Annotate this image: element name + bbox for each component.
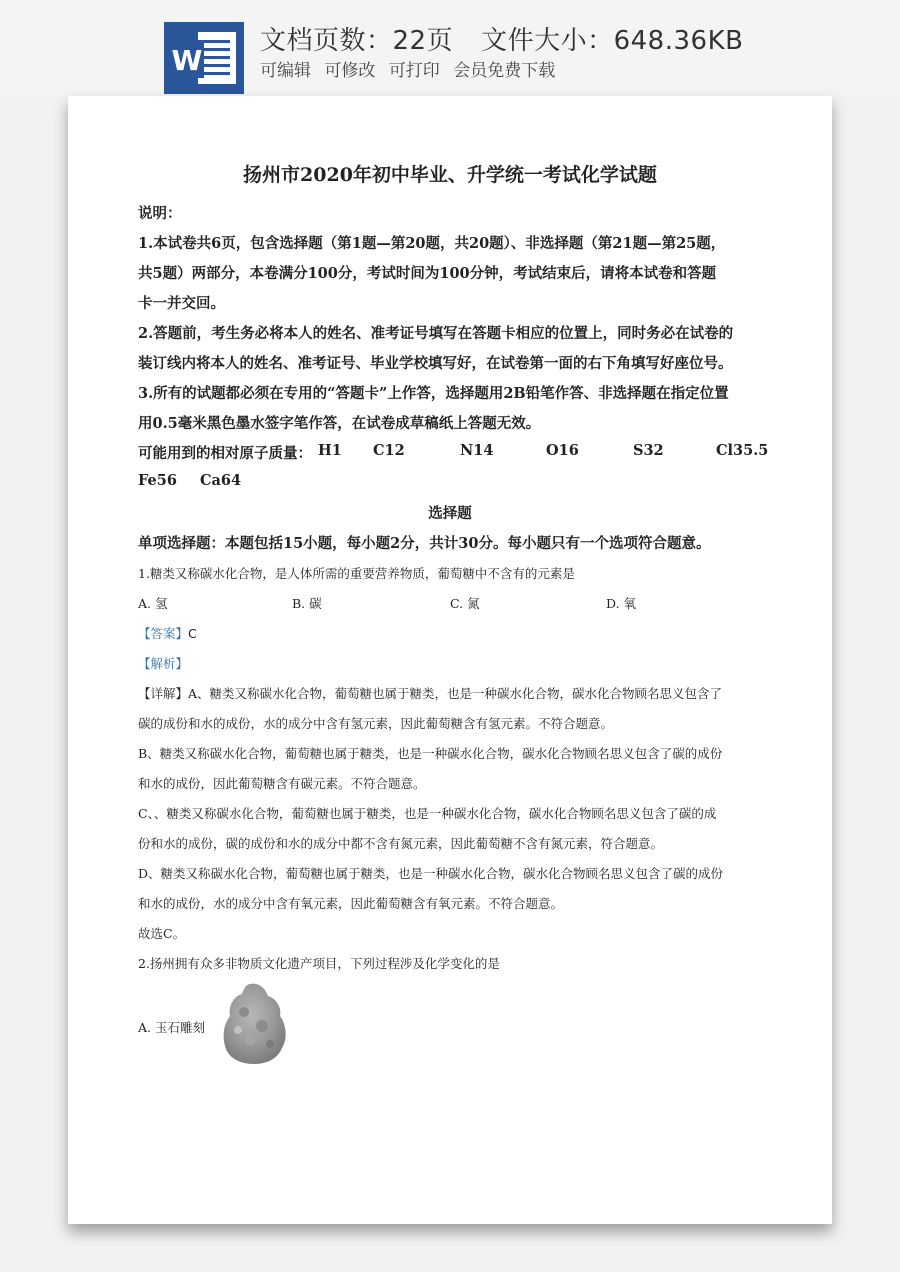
q1-option-d: D. 氧: [606, 596, 637, 611]
mass-o: O16: [546, 442, 579, 459]
detail-line-8: 和水的成份，水的成分中含有氧元素，因此葡萄糖含有氧元素。不符合题意。: [138, 896, 564, 911]
analysis-tag: 【解析】: [138, 656, 189, 671]
note1-line2: 共5题）两部分，本卷满分100分，考试时间为100分钟，考试结束后，请将本试卷和答题: [138, 265, 717, 282]
note3-line1: 3.所有的试题都必须在专用的“答题卡”上作答，选择题用2B铅笔作答、非选择题在指定位置: [138, 385, 729, 402]
svg-text:W: W: [171, 44, 203, 77]
note2-line2: 装订线内将本人的姓名、准考证号、毕业学校填写好，在试卷第一面的右下角填写好座位号。: [138, 355, 733, 372]
detail-conclusion: 故选C。: [138, 926, 186, 941]
detail-line-3: B、糖类又称碳水化合物，葡萄糖也属于糖类，也是一种碳水化合物，碳水化合物顾名思义包含了碳的成份: [138, 746, 723, 761]
question-1: 1.糖类又称碳水化合物，是人体所需的重要营养物质，葡萄糖中不含有的元素是: [138, 566, 575, 581]
file-info: [260, 20, 743, 57]
detail-line-1: 【详解】A、糖类又称碳水化合物，葡萄糖也属于糖类，也是一种碳水化合物，碳水化合物顾名思义包含了: [138, 686, 723, 701]
feature-list: [260, 56, 563, 81]
answer-line: [138, 624, 768, 642]
page-title: 扬州市2020年初中毕业、升学统一考试化学试题: [243, 164, 657, 186]
feature-editable: 可编辑: [260, 61, 311, 81]
note3-line2: 用0.5毫米黑色墨水签字笔作答，在试卷成草稿纸上答题无效。: [138, 415, 541, 432]
mass-s: S32: [633, 442, 664, 459]
q1-option-a: A. 氢: [138, 596, 168, 611]
mass-n: N14: [460, 442, 494, 459]
q1-option-c: C. 氮: [450, 596, 480, 611]
word-document-icon: [164, 22, 244, 94]
file-size: 文件大小：648.36KB: [481, 26, 744, 56]
mass-c: C12: [373, 442, 405, 459]
detail-line-4: 和水的成份，因此葡萄糖含有碳元素。不符合题意。: [138, 776, 426, 791]
feature-member-download: 会员免费下载: [453, 61, 556, 81]
question-2: 2.扬州拥有众多非物质文化遗产项目，下列过程涉及化学变化的是: [138, 956, 500, 971]
detail-line-6: 份和水的成份，碳的成份和水的成分中都不含有氮元素，因此葡萄糖不含有氮元素，符合题意。: [138, 836, 664, 851]
note1-line3: 卡一并交回。: [138, 295, 225, 312]
note-label: 说明：: [138, 205, 182, 222]
answer-value: C: [188, 626, 197, 641]
feature-printable: 可打印: [388, 61, 440, 81]
detail-line-5: C、、糖类又称碳水化合物，葡萄糖也属于糖类，也是一种碳水化合物，碳水化合物顾名思义包含了碳的成: [138, 806, 717, 821]
mass-ca: Ca64: [200, 472, 242, 489]
page-count: 文档页数：22页: [260, 26, 454, 56]
note2-line1: 2.答题前，考生务必将本人的姓名、准考证号填写在答题卡相应的位置上，同时务必在试卷的: [138, 325, 734, 342]
jade-carving-image: [220, 982, 290, 1066]
feature-modifiable: 可修改: [324, 61, 376, 81]
q1-option-b: B. 碳: [292, 596, 322, 611]
atomic-mass-label: 可能用到的相对原子质量：: [138, 445, 312, 462]
section-heading: 选择题: [428, 505, 472, 522]
note1-line1: 1.本试卷共6页，包含选择题（第1题—第20题，共20题）、非选择题（第21题—第25题，: [138, 235, 726, 252]
download-header: [0, 0, 900, 96]
q2-option-a: A. 玉石雕刻: [138, 1020, 205, 1035]
mass-h: H1: [318, 442, 342, 459]
mass-fe: Fe56: [138, 472, 177, 489]
section-intro: 单项选择题：本题包括15小题，每小题2分，共计30分。每小题只有一个选项符合题意。: [138, 535, 711, 552]
detail-line-2: 碳的成份和水的成份，水的成分中含有氢元素，因此葡萄糖含有氢元素。不符合题意。: [138, 716, 614, 731]
mass-cl: Cl35.5: [716, 442, 769, 459]
answer-tag: 【答案】: [138, 626, 189, 641]
detail-line-7: D、糖类又称碳水化合物，葡萄糖也属于糖类，也是一种碳水化合物，碳水化合物顾名思义包含了碳的成份: [138, 866, 724, 881]
document-page: [68, 96, 832, 1224]
